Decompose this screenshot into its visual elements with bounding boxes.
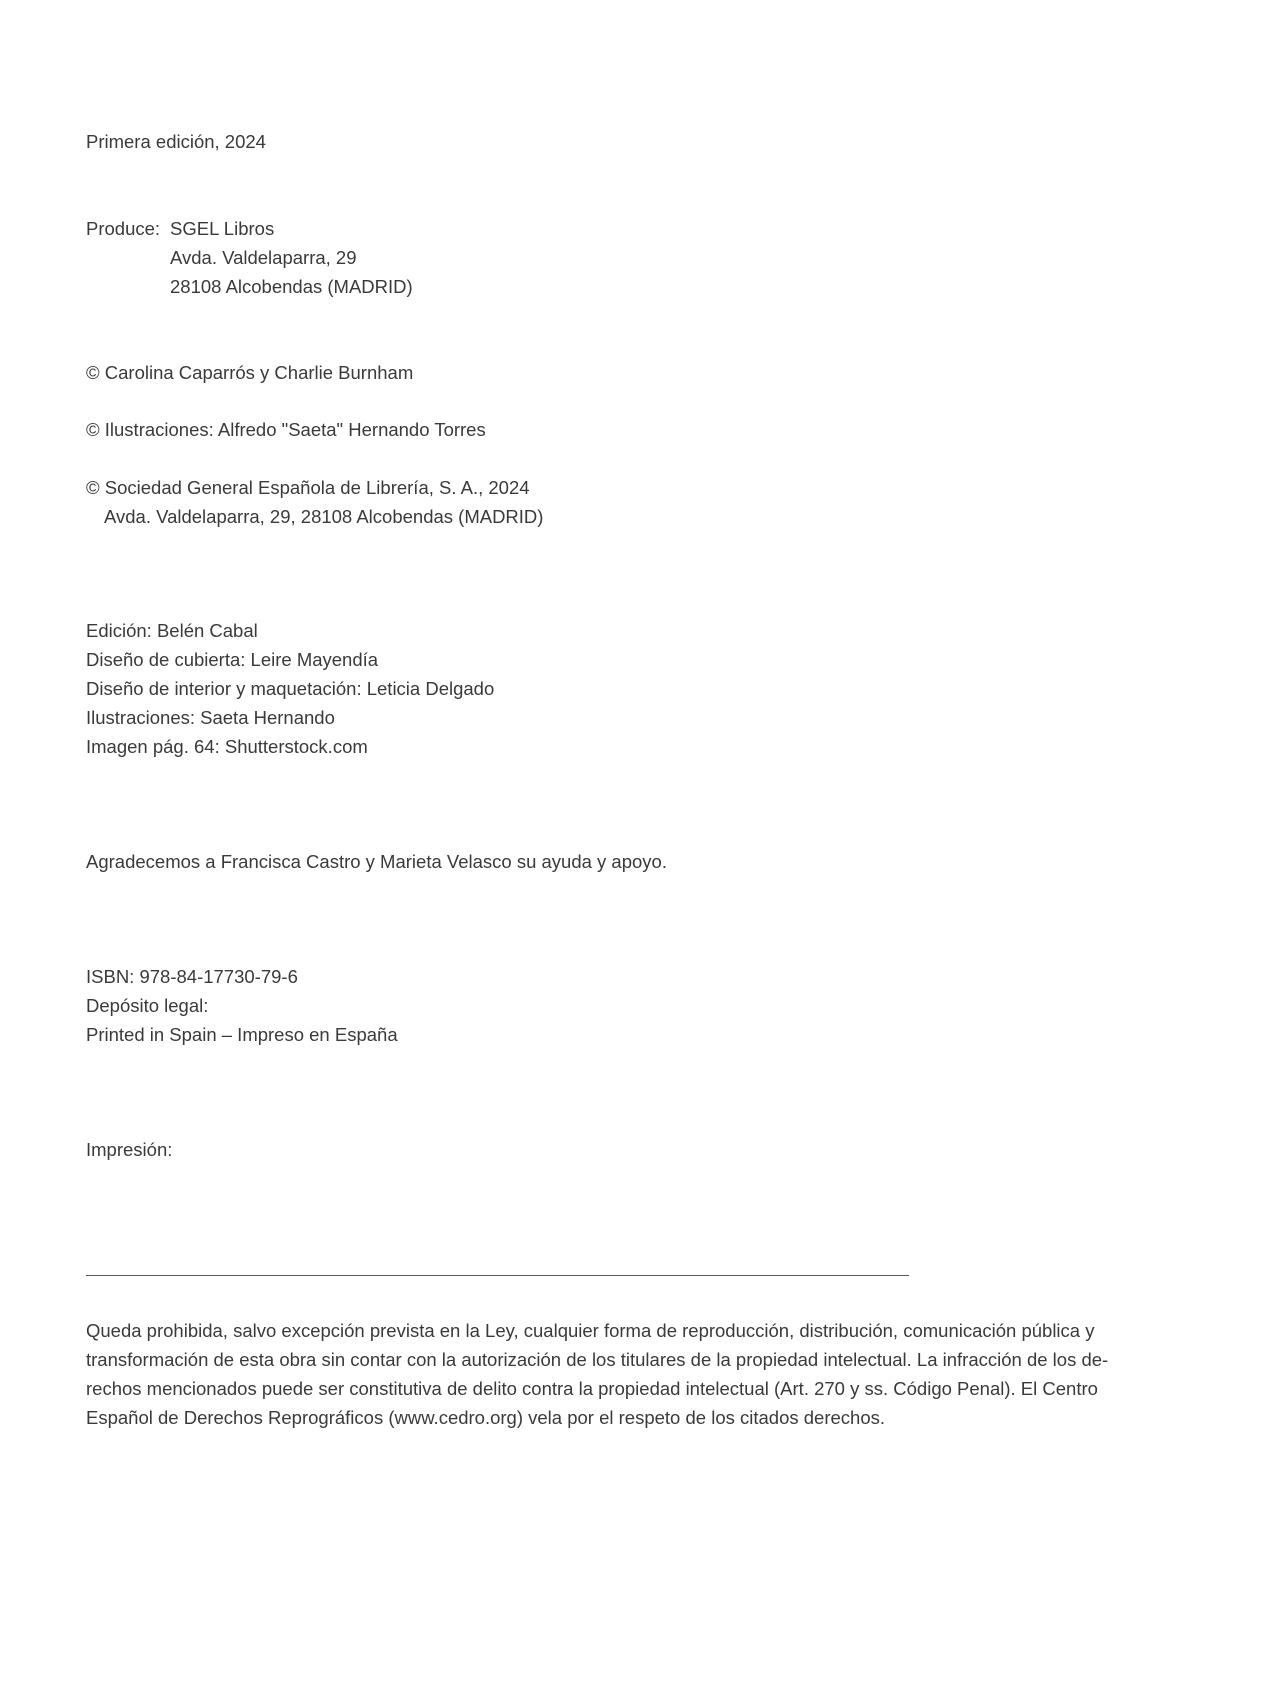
copyright-authors: © Carolina Caparrós y Charlie Burnham: [86, 362, 414, 383]
separator-rule: [86, 1275, 909, 1276]
credit-illustrations: Ilustraciones: Saeta Hernando: [86, 707, 335, 728]
credit-interior-design: Diseño de interior y maquetación: Leticia Delgado: [86, 678, 495, 699]
edition-line: Primera edición, 2024: [86, 131, 266, 152]
legal-notice-line: transformación de esta obra sin contar con la autorización de los titulares de la propiedad intelectual. La infracción de los de-: [86, 1349, 1109, 1370]
copyright-publisher: © Sociedad General Española de Librería, S. A., 2024: [86, 477, 530, 498]
producer-name: SGEL Libros: [170, 218, 275, 239]
publisher-address: Avda. Valdelaparra, 29, 28108 Alcobendas (MADRID): [104, 506, 544, 527]
producer-city: 28108 Alcobendas (MADRID): [170, 276, 413, 297]
credit-edition: Edición: Belén Cabal: [86, 620, 258, 641]
legal-deposit: Depósito legal:: [86, 995, 209, 1016]
credit-image: Imagen pág. 64: Shutterstock.com: [86, 736, 368, 757]
isbn: ISBN: 978-84-17730-79-6: [86, 966, 298, 987]
printed-in: Printed in Spain – Impreso en España: [86, 1024, 398, 1045]
legal-notice-line: rechos mencionados puede ser constitutiva de delito contra la propiedad intelectual (Art. 270 y ss. Código Penal). El Centro: [86, 1378, 1098, 1399]
produce-label: Produce:: [86, 218, 161, 239]
printing-label: Impresión:: [86, 1139, 173, 1160]
legal-notice: [86, 1316, 1166, 1432]
producer-street: Avda. Valdelaparra, 29: [170, 247, 357, 268]
legal-notice-line: Español de Derechos Reprográficos (www.cedro.org) vela por el respeto de los citados derechos.: [86, 1407, 885, 1428]
acknowledgement: Agradecemos a Francisca Castro y Marieta Velasco su ayuda y apoyo.: [86, 851, 667, 872]
copyright-illustrations: © Ilustraciones: Alfredo "Saeta" Hernando Torres: [86, 419, 486, 440]
legal-notice-line: Queda prohibida, salvo excepción prevista en la Ley, cualquier forma de reproducción, distribución, comunicación pública y: [86, 1320, 1095, 1341]
credit-cover-design: Diseño de cubierta: Leire Mayendía: [86, 649, 379, 670]
